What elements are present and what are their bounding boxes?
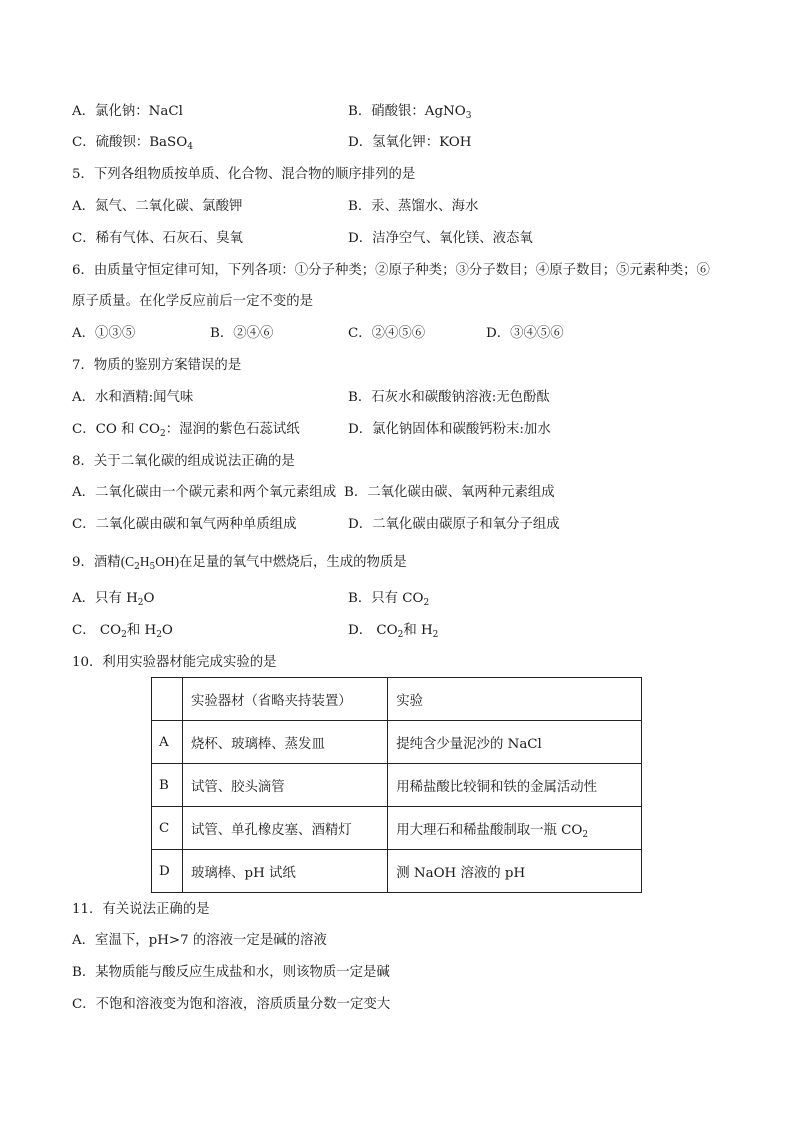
q9-stem-suffix: 在足量的氧气中燃烧后，生成的物质是 xyxy=(179,555,407,570)
row-equipment: 玻璃棒、pH 试纸 xyxy=(182,850,387,893)
table-row xyxy=(152,721,642,764)
q8-option-d: D．二氧化碳由碳原子和氧分子组成 xyxy=(348,517,560,532)
q10-stem: 10．利用实验器材能完成实验的是 xyxy=(72,655,277,670)
q9-formula-b: H xyxy=(139,554,150,569)
q9-formula-a: (C xyxy=(120,554,135,569)
row-label: C xyxy=(152,807,183,850)
q4-option-b-sub: 3 xyxy=(465,111,472,121)
q9-option-b xyxy=(348,590,429,608)
q4-option-c-sub: 4 xyxy=(187,142,193,152)
row-experiment: 提纯含少量泥沙的 NaCl xyxy=(388,721,642,764)
table-header-cell: 实验器材（省略夹持装置） xyxy=(182,678,387,721)
row-label: A xyxy=(152,721,183,764)
q4-option-b xyxy=(348,103,471,121)
table-header-cell: 实验 xyxy=(388,678,642,721)
q7-option-c xyxy=(72,421,300,439)
q9-option-b-sub: 2 xyxy=(423,598,430,608)
q7-stem: 7．物质的鉴别方案错误的是 xyxy=(72,358,242,373)
q9-option-c-text: C． CO xyxy=(72,623,122,638)
q8-option-c: C．二氧化碳由碳和氧气两种单质组成 xyxy=(72,517,297,532)
q8-option-a: A．二氧化碳由一个碳元素和两个氧元素组成 xyxy=(72,485,337,500)
q9-option-d xyxy=(348,622,438,640)
q9-option-d-sub1: 2 xyxy=(397,630,404,640)
table-header-row xyxy=(152,678,642,721)
row-experiment: 测 NaOH 溶液的 pH xyxy=(388,850,642,893)
q9-option-d-sub2: 2 xyxy=(432,630,439,640)
q9-formula-sub2: 5 xyxy=(149,562,156,572)
row-experiment-text: 用大理石和稀盐酸制取一瓶 CO xyxy=(396,822,583,838)
q5-option-a: A．氮气、二氧化碳、氯酸钾 xyxy=(72,199,243,214)
q4-option-b-text: B．硝酸银：AgNO xyxy=(348,104,466,119)
q9-option-a xyxy=(72,590,155,608)
q9-stem xyxy=(72,553,407,572)
q9-stem-prefix: 9．酒精 xyxy=(72,555,121,570)
q9-option-a-text: A．只有 H xyxy=(72,591,138,606)
q4-option-a: A．氯化钠：NaCl xyxy=(72,104,183,119)
q11-option-c: C．不饱和溶液变为饱和溶液，溶质质量分数一定变大 xyxy=(72,997,391,1012)
q9-option-d-text: D． CO xyxy=(348,623,398,638)
q9-option-d-mid: 和 H xyxy=(403,623,433,638)
q6-option-b: B．②④⑥ xyxy=(210,326,274,341)
q7-option-c-suffix: ：湿润的紫色石蕊试纸 xyxy=(165,422,300,437)
q9-option-b-text: B．只有 CO xyxy=(348,591,424,606)
q7-option-c-sub: 2 xyxy=(160,429,166,439)
q6-stem-line1: 6．由质量守恒定律可知，下列各项：①分子种类；②原子种类；③分子数目；④原子数目；⑤元素种类；⑥ xyxy=(72,263,710,278)
q6-option-a: A．①③⑤ xyxy=(72,326,136,341)
q6-option-c: C．②④⑤⑥ xyxy=(348,326,426,341)
q8-option-b: B．二氧化碳由碳、氧两种元素组成 xyxy=(344,485,555,500)
q5-option-d: D．洁净空气、氧化镁、液态氧 xyxy=(348,231,533,246)
table-row xyxy=(152,764,642,807)
q6-stem-line2: 原子质量。在化学反应前后一定不变的是 xyxy=(72,294,314,309)
q9-option-c-sub1: 2 xyxy=(121,630,127,640)
row-equipment: 试管、胶头滴管 xyxy=(182,764,387,807)
q11-option-b: B．某物质能与酸反应生成盐和水，则该物质一定是碱 xyxy=(72,965,390,980)
q5-stem: 5．下列各组物质按单质、化合物、混合物的顺序排列的是 xyxy=(72,167,416,182)
q11-option-a: A．室温下，pH>7 的溶液一定是碱的溶液 xyxy=(72,933,327,948)
q5-option-b: B．汞、蒸馏水、海水 xyxy=(348,199,479,214)
row-experiment-sub: 2 xyxy=(582,829,589,840)
q4-option-c-text: C．硫酸钡：BaSO xyxy=(72,135,188,150)
q11-stem: 11．有关说法正确的是 xyxy=(72,902,210,917)
q9-formula-c: OH) xyxy=(155,554,180,569)
row-label: D xyxy=(152,850,183,893)
q9-option-a-suffix: O xyxy=(143,591,155,606)
q7-option-a: A．水和酒精:闻气味 xyxy=(72,390,194,405)
q6-option-d: D．③④⑤⑥ xyxy=(486,326,564,341)
q7-option-b: B．石灰水和碳酸钠溶液:无色酚酞 xyxy=(348,390,550,405)
q10-table xyxy=(151,677,642,893)
q5-option-c: C．稀有气体、石灰石、臭氧 xyxy=(72,231,243,246)
row-label: B xyxy=(152,764,183,807)
q9-option-c-sub2: 2 xyxy=(156,630,162,640)
q9-option-c-mid: 和 H xyxy=(126,623,157,638)
row-equipment: 试管、单孔橡皮塞、酒精灯 xyxy=(182,807,387,850)
q4-option-c xyxy=(72,134,193,152)
q4-option-d: D．氢氧化钾：KOH xyxy=(348,135,472,150)
q7-option-c-text: C．CO 和 CO xyxy=(72,422,160,437)
table-header-cell xyxy=(152,678,183,721)
q8-stem: 8．关于二氧化碳的组成说法正确的是 xyxy=(72,454,295,469)
q9-option-a-sub: 2 xyxy=(137,598,144,608)
row-equipment: 烧杯、玻璃棒、蒸发皿 xyxy=(182,721,387,764)
row-experiment: 用稀盐酸比较铜和铁的金属活动性 xyxy=(388,764,642,807)
table-row xyxy=(152,850,642,893)
table-row xyxy=(152,807,642,850)
q9-option-c-suffix: O xyxy=(161,623,173,638)
q7-option-d: D．氯化钠固体和碳酸钙粉末:加水 xyxy=(348,422,551,437)
q9-option-c xyxy=(72,622,173,640)
row-experiment xyxy=(388,807,642,850)
q9-formula-sub1: 2 xyxy=(134,562,140,572)
